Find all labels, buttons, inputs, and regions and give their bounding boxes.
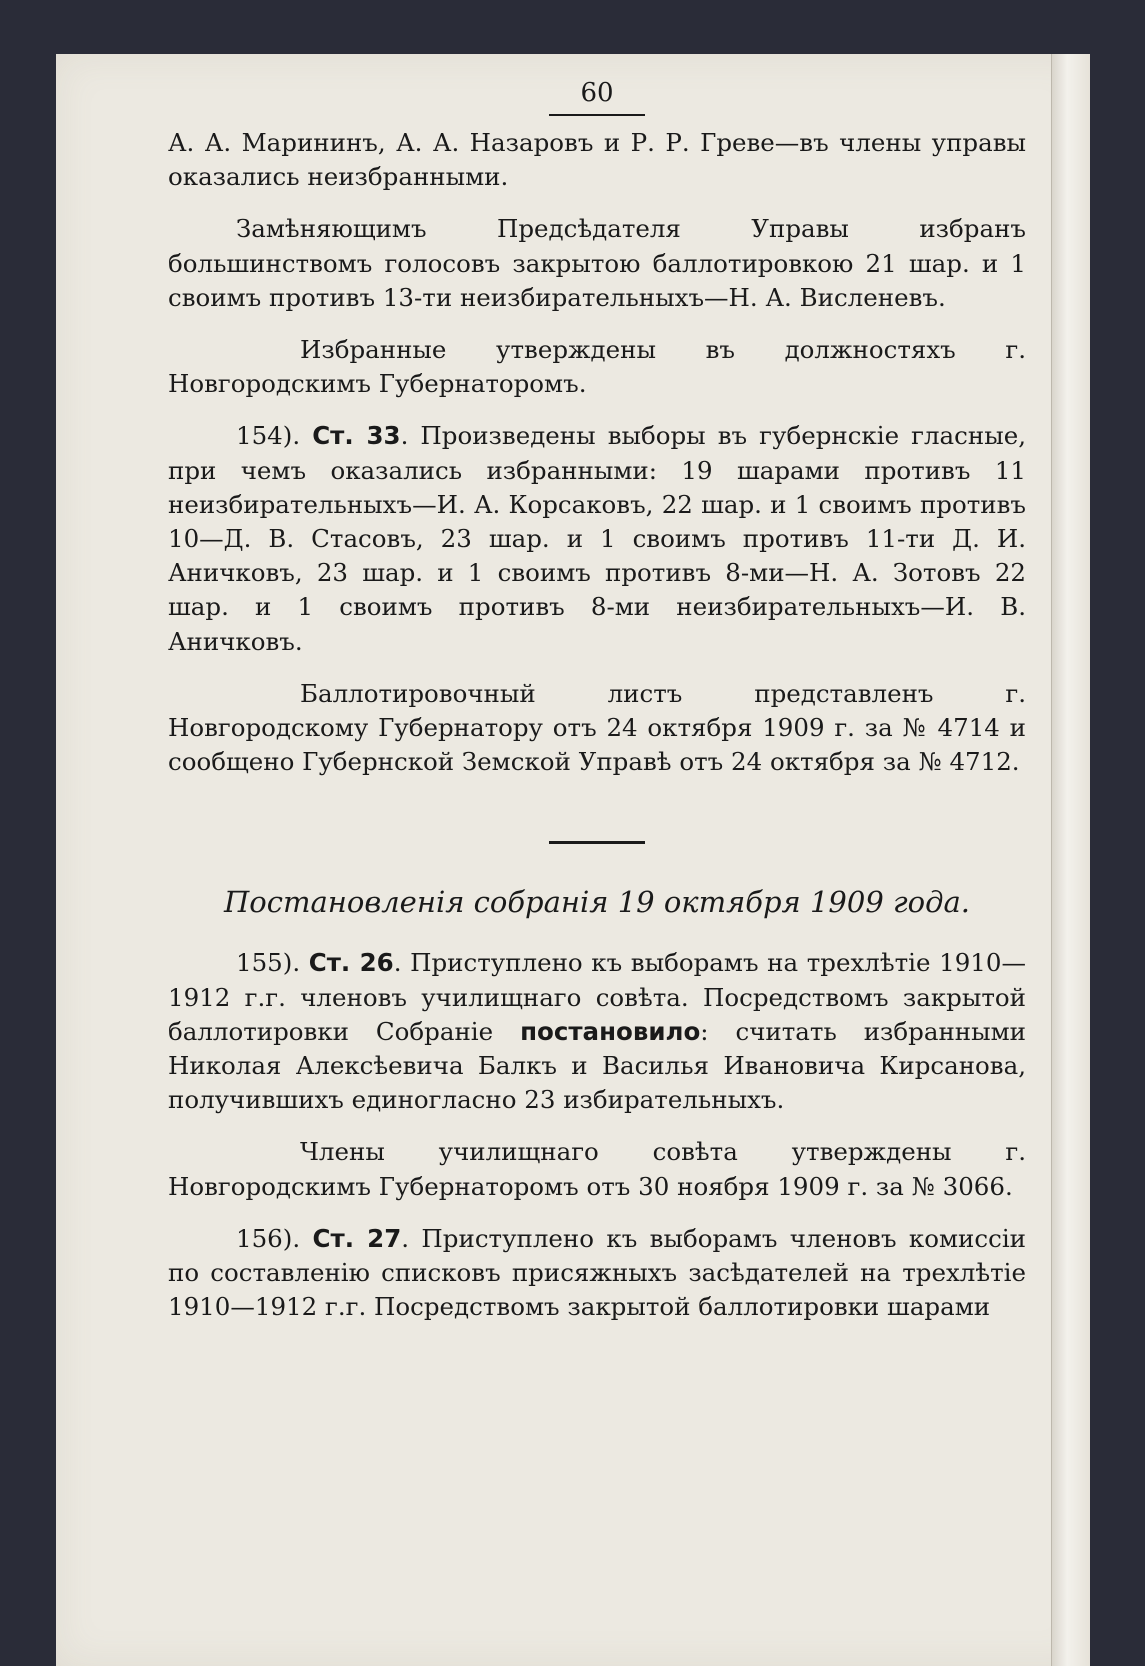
- section-title: Постановленія собранія 19 октября 1909 года.: [224, 885, 970, 920]
- article-33: Ст. 33: [312, 421, 401, 451]
- paragraph-6: [168, 946, 1026, 1117]
- paragraph-1: А. А. Марининъ, А. А. Назаровъ и Р. Р. Греве—въ члены управы оказались неизбранными.: [168, 128, 1026, 192]
- page-content: [168, 76, 1026, 1324]
- item-number-155: 155).: [236, 948, 301, 978]
- page-number-rule: [549, 114, 645, 116]
- paragraph-4-text: . Произведены выборы въ губернскіе гласные, при чемъ оказались избранными: 19 шарами противъ 11 неизбирательныхъ—И. А. Корсаковъ, 22 шар. и 1 своимъ противъ 10—Д. В. Стасовъ, 23 шар. и 1 своимъ противъ 11-ти Д. И. Аничковъ, 23 шар. и 1 своимъ противъ 8-ми—Н. А. Зотовъ 22 шар. и 1 своимъ противъ 8-ми неизбирательныхъ—И. В. Аничковъ.: [168, 421, 1026, 656]
- item-number-156: 156).: [236, 1223, 301, 1253]
- page-number: 60: [580, 78, 614, 108]
- book-page: [56, 54, 1090, 1666]
- paragraph-2: Замѣняющимъ Предсѣдателя Управы избранъ большинствомъ голосовъ закрытою баллотировкою 21 шар. и 1 своимъ противъ 13-ти неизбирательныхъ—Н. А. Висленевъ.: [168, 214, 1026, 312]
- paragraph-5: Баллотировочный листъ представленъ г. Новгородскому Губернатору отъ 24 октября 1909 г. за № 4714 и сообщено Губернской Земской Управѣ отъ 24 октября за № 4712.: [168, 678, 1026, 777]
- adjacent-page-edge: [1051, 54, 1090, 1666]
- article-26: Ст. 26: [308, 948, 394, 978]
- paragraph-7: Члены училищнаго совѣта утверждены г. Новгородскимъ Губернаторомъ отъ 30 ноября 1909 г. за № 3066.: [168, 1137, 1026, 1201]
- section-separator: [549, 841, 645, 844]
- paragraph-6-text-b: : считать избранными Николая Алексѣевича Балкъ и Василья Ивановича Кирсанова, получившихъ единогласно 23 избирательныхъ.: [168, 1016, 1026, 1115]
- keyword-postanovilo: постановило: [520, 1016, 701, 1046]
- paragraph-8-text: . Приступлено къ выборамъ членовъ комиссіи по составленію списковъ присяжныхъ засѣдателей на трехлѣтіе 1910—1912 г.г. Посредствомъ закрытой баллотировки шарами: [168, 1223, 1026, 1322]
- paragraph-6-text-a: . Приступлено къ выборамъ на трехлѣтіе 1910—1912 г.г. членовъ училищнаго совѣта. Посредствомъ закрытой баллотировки Собраніе: [168, 948, 1026, 1046]
- paragraph-8: [168, 1222, 1026, 1325]
- item-number-154: 154).: [236, 421, 301, 451]
- article-27: Ст. 27: [312, 1223, 402, 1253]
- paragraph-4: [168, 419, 1026, 658]
- paragraph-3: Избранные утверждены въ должностяхъ г. Новгородскимъ Губернаторомъ.: [168, 335, 1026, 399]
